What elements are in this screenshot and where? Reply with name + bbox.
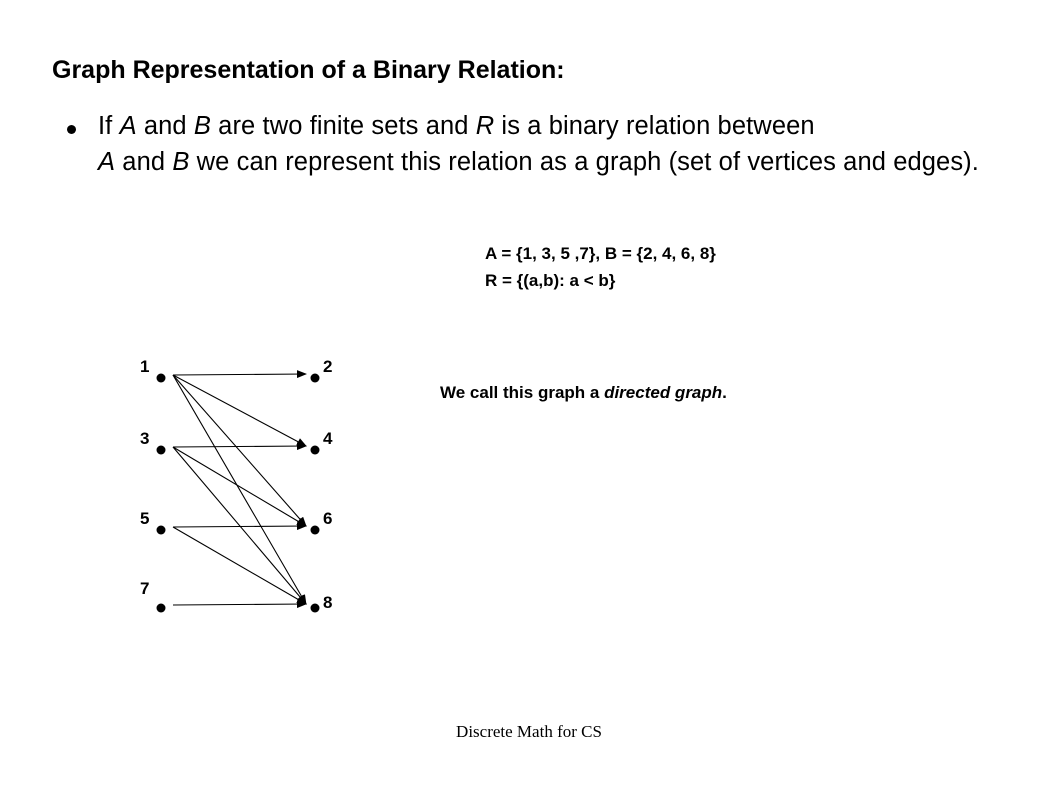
- vertex-label-b-4: 4: [323, 429, 333, 448]
- vertex-b-6: [311, 526, 320, 535]
- edge-3-4: [173, 446, 306, 447]
- vertex-a-3: [157, 446, 166, 455]
- bullet-text-part: we can represent this relation as a graph (set of vertices and edges).: [189, 148, 979, 176]
- vertex-label-b-2: 2: [323, 357, 333, 376]
- vertex-label-a-1: 1: [140, 357, 150, 376]
- bullet-text-part: are two finite sets and: [211, 112, 476, 140]
- vertex-b-4: [311, 446, 320, 455]
- caption-emphasis: directed graph: [604, 383, 723, 402]
- edge-1-8: [173, 375, 306, 604]
- sets-line: A = {1, 3, 5 ,7}, B = {2, 4, 6, 8}: [485, 244, 716, 263]
- vertex-label-a-3: 3: [140, 429, 150, 448]
- vertex-a-1: [157, 374, 166, 383]
- edge-3-6: [173, 447, 306, 526]
- vertex-a-5: [157, 526, 166, 535]
- relation-symbol: R: [475, 112, 495, 140]
- edge-7-8: [173, 604, 306, 605]
- edge-5-8: [173, 527, 306, 604]
- vertex-label-b-6: 6: [323, 509, 333, 528]
- vertex-b-2: [311, 374, 320, 383]
- vertex-b-8: [311, 604, 320, 613]
- edge-1-4: [173, 375, 306, 446]
- slide-footer: Discrete Math for CS: [456, 722, 602, 741]
- bullet-text-part: and: [136, 112, 194, 140]
- bullet-text-part: and: [115, 148, 173, 176]
- edge-1-2: [173, 374, 306, 375]
- edge-1-6: [173, 375, 306, 526]
- vertex-label-a-7: 7: [140, 579, 150, 598]
- set-a-symbol: A: [119, 112, 137, 140]
- edge-3-8: [173, 447, 306, 604]
- caption-suffix: .: [722, 383, 727, 402]
- bullet-text-part: is a binary relation between: [494, 112, 815, 140]
- relation-line: R = {(a,b): a < b}: [485, 271, 616, 290]
- slide-title: Graph Representation of a Binary Relation:: [52, 56, 565, 84]
- set-a-symbol: A: [98, 148, 116, 176]
- vertex-label-a-5: 5: [140, 509, 150, 528]
- set-b-symbol: B: [172, 148, 190, 176]
- caption-prefix: We call this graph a: [440, 383, 605, 402]
- bullet-text-part: If: [98, 112, 120, 140]
- set-b-symbol: B: [193, 112, 211, 140]
- vertex-label-b-8: 8: [323, 593, 333, 612]
- vertex-a-7: [157, 604, 166, 613]
- graph-caption: [440, 383, 727, 403]
- edge-5-6: [173, 526, 306, 527]
